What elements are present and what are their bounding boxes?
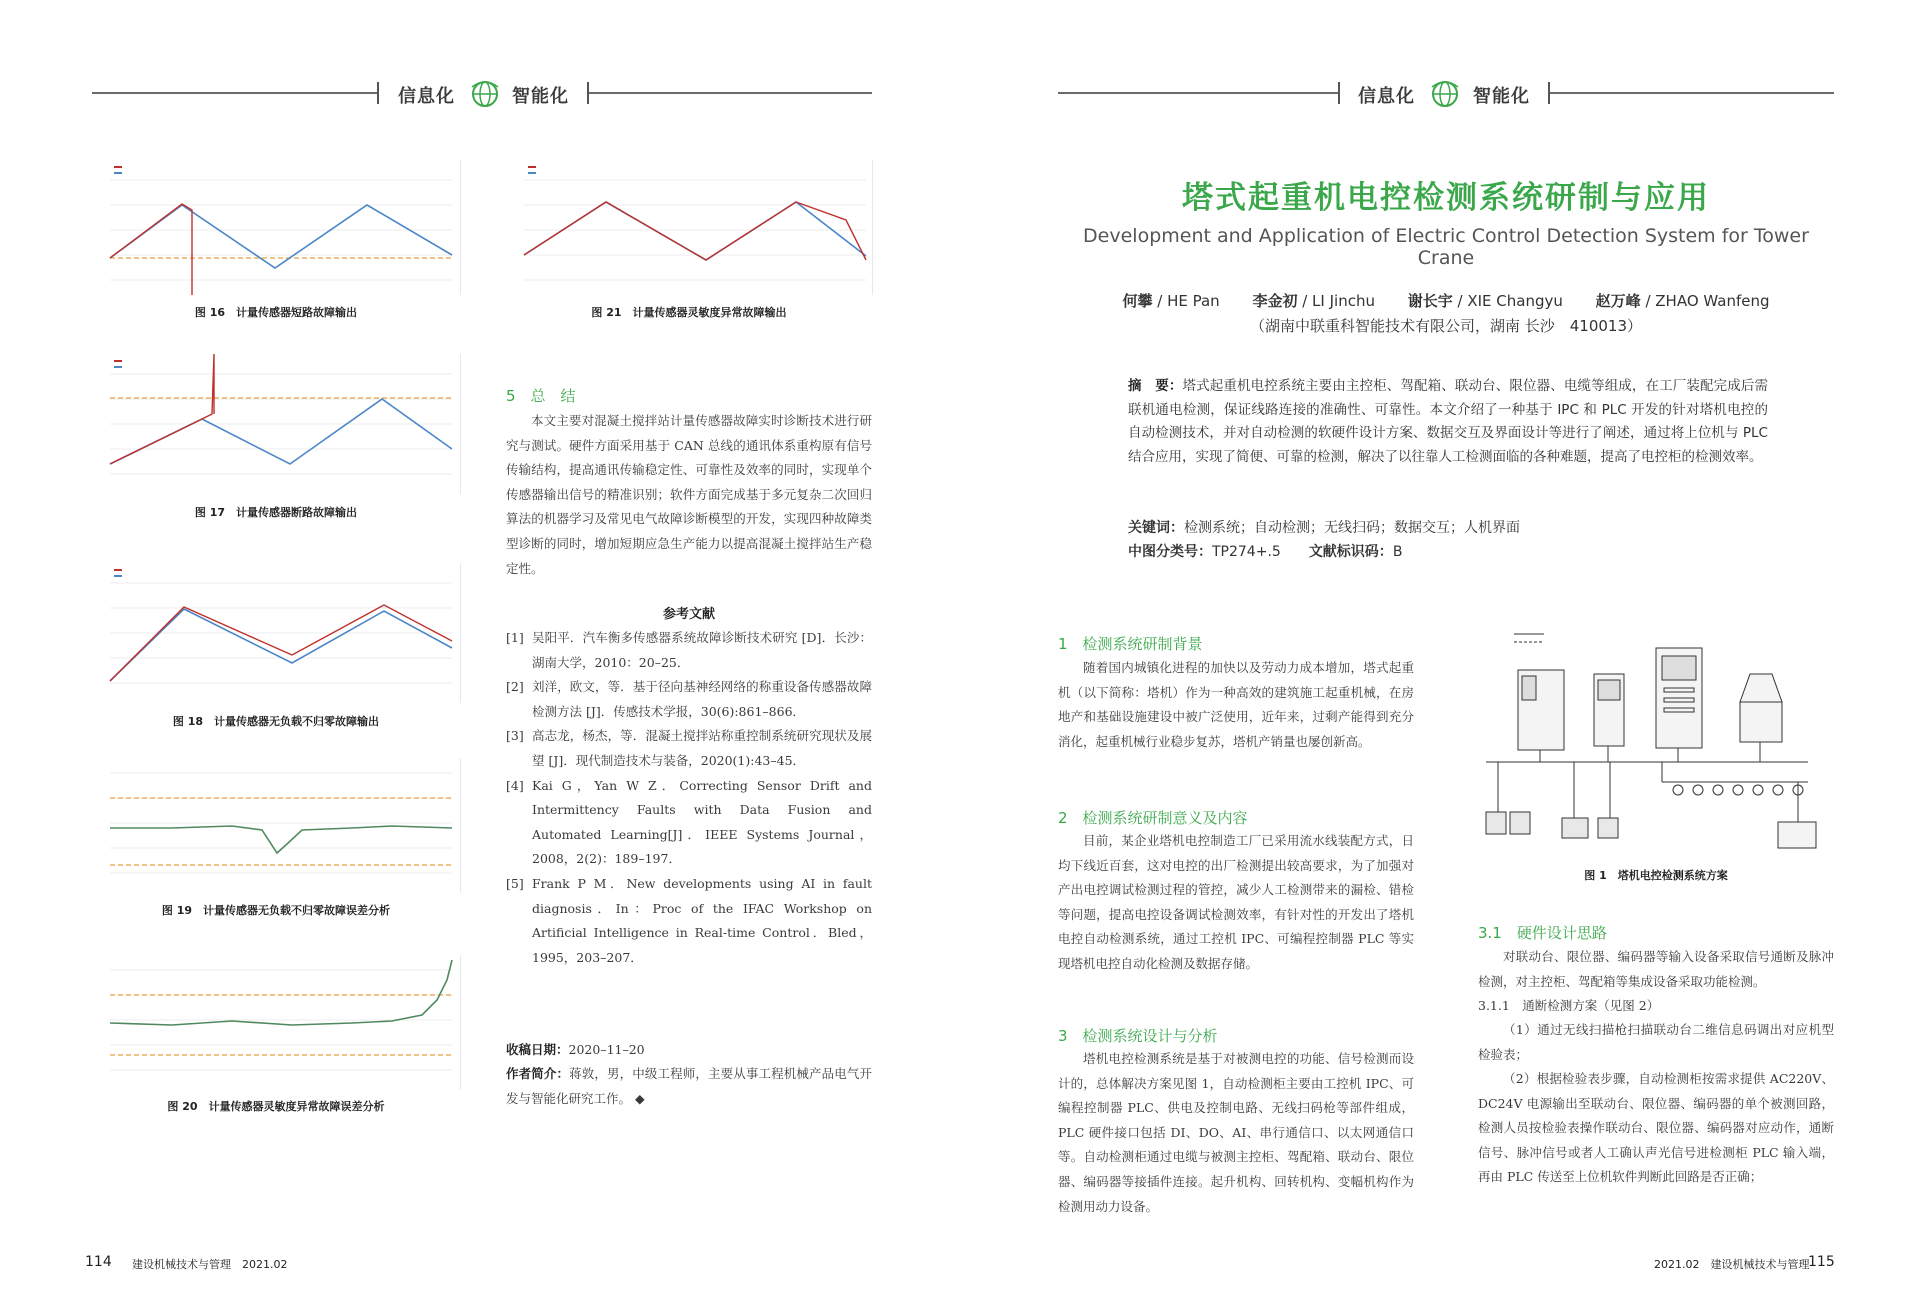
caption-fig16: 图 16 计量传感器短路故障输出: [194, 306, 358, 319]
series-red: [110, 204, 192, 295]
header-rule-right-b: [1550, 92, 1834, 94]
motor: [1486, 812, 1506, 834]
section-2-text: 目前，某企业塔机电控制造工厂已采用流水线装配方式，日均下线近百套，这对电控的出厂检测提出较高要求，为了加强对产出电控调试检测过程的管控，减少人工检测带来的漏检、错检等问题，提高电控设备调试检测效率，有针对性的开发出了塔机电控自动检测系统，通过工控机 IPC、可编程控制器 PLC 等实现塔机电控自动化检测及数据存储。: [1058, 833, 1414, 971]
section-title-3: 3 检测系统设计与分析: [1058, 1027, 1218, 1045]
section-title-3-1: 3.1 硬件设计思路: [1478, 924, 1607, 942]
reference-item: [5] Frank P M．New developments using AI in fault diagnosis．In：Proc of the IFAC Workshop on Artificial Intelligence in Real-time Control．Bled，1995，203–207．: [506, 875, 872, 965]
article-title-en: Development and Application of Electric Control Detection System for Tower Crane: [1083, 225, 1809, 269]
author: 谢长宇 / XIE Changyu: [1407, 292, 1563, 310]
section-title-conclusion: 5 总 结: [506, 387, 576, 405]
reference-item: [4] Kai G，Yan W Z．Correcting Sensor Drift and Intermittency Faults with Data Fusion and Automated Learning[J]．IEEE Systems Journal，2008，2(2)：189–197．: [506, 777, 872, 867]
author: 赵万峰 / ZHAO Wanfeng: [1595, 292, 1770, 310]
page-number-left: 114: [85, 1254, 112, 1270]
motor: [1598, 818, 1618, 838]
caption-fig1: 图 1 塔机电控检测系统方案: [1584, 869, 1728, 882]
page-number-right: 115: [1808, 1254, 1835, 1270]
header-right-word1: 信息化: [1358, 86, 1415, 107]
section-3-1-text: 对联动台、限位器、编码器等输入设备采取信号通断及脉冲检测，对主控柜、驾配箱等集成设备采取功能检测。: [1478, 949, 1834, 989]
author-bio: 作者简介：蒋敦，男，中级工程师，主要从事工程机械产品电气开发与智能化研究工作。 ◆: [506, 1066, 872, 1106]
motor: [1562, 818, 1588, 838]
end-mark-icon: ◆: [635, 1090, 645, 1106]
header-left-word2: 智能化: [512, 86, 569, 107]
chart-fig20: [92, 955, 461, 1090]
series-blue: [110, 609, 452, 681]
console: [1740, 674, 1782, 702]
header-right-word2: 智能化: [1473, 86, 1530, 107]
chart-fig16: [92, 160, 461, 295]
step-1: （1）通过无线扫描枪扫描联动台二维信息码调出对应机型检验表；: [1478, 1022, 1834, 1062]
globe-icon: [470, 79, 500, 109]
chart-fig19: [92, 758, 461, 893]
caption-fig19: 图 19 计量传感器无负载不归零故障误差分析: [161, 904, 391, 917]
article-title-cn: 塔式起重机电控检测系统研制与应用: [1182, 180, 1710, 216]
header-rule-left-a: [92, 92, 377, 94]
chart-fig18: [92, 563, 461, 703]
series-red: [524, 202, 866, 260]
header-rule-right-a: [1058, 92, 1338, 94]
classification: 中图分类号：TP274+.5 文献标识码：B: [1128, 544, 1403, 560]
header-bar: [1338, 82, 1340, 104]
motor: [1510, 812, 1530, 834]
reference-item: [3] 高志龙，杨杰，等．混凝土搅拌站称重控制系统研究现状及展望 [J]．现代制造技术与装备，2020(1):43–45．: [506, 728, 872, 768]
step-2: （2）根据检验表步骤，自动检测柜按需求提供 AC220V、DC24V 电源输出至联动台、限位器、编码器的单个被测回路，检测人员按检验表操作联动台、限位器、编码器对应动作，通断信号、脉冲信号或者人工确认声光信号进检测柜 PLC 输入端，再由 PLC 传送至上位机软件判断此回路是否正确；: [1478, 1071, 1834, 1185]
section-3-1-1-title: 3.1.1 通断检测方案（见图 2）: [1478, 998, 1660, 1013]
globe-icon: [1430, 79, 1460, 109]
abstract: 摘 要：塔式起重机电控系统主要由主控柜、驾配箱、联动台、限位器、电缆等组成，在工厂装配完成后需联机通电检测，保证线路连接的准确性、可靠性。本文介绍了一种基于 IPC 和 PLC 开发的针对塔机电控的自动检测技术，并对自动检测的软硬件设计方案、数据交互及界面设计等进行了阐述，通过将上位机与 PLC 结合应用，实现了简便、可靠的检测，解决了以往靠人工检测面临的各种难题，提高了电控柜的检测效率。: [1128, 378, 1769, 465]
section-title-2: 2 检测系统研制意义及内容: [1058, 809, 1248, 827]
caption-fig20: 图 20 计量传感器灵敏度异常故障误差分析: [167, 1100, 385, 1113]
author-line: [1058, 290, 1834, 311]
received-date: 收稿日期：2020–11–20: [506, 1042, 645, 1057]
caption-fig21: 图 21 计量传感器灵敏度异常故障输出: [591, 306, 787, 319]
reference-item: [2] 刘洋，欧文，等．基于径向基神经网络的称重设备传感器故障检测方法 [J]．传感技术学报，30(6):861–866．: [506, 679, 872, 719]
affiliation: （湖南中联重科智能技术有限公司，湖南 长沙 410013）: [1249, 317, 1643, 335]
section-3-text: 塔机电控检测系统是基于对被测电控的功能、信号检测而设计的，总体解决方案见图 1，自动检测柜主要由工控机 IPC、可编程控制器 PLC、供电及控制电路、无线扫码枪等部件组成，PLC 硬件接口包括 DI、DO、AI、串行通信口、以太网通信口等。自动检测柜通过电缆与被测主控柜、驾配箱、联动台、限位器、编码器等接插件连接。起升机构、回转机构、变幅机构作为检测用动力设备。: [1058, 1051, 1414, 1214]
series-blue: [524, 202, 866, 260]
system-diagram: [1478, 622, 1834, 862]
conclusion-text: 本文主要对混凝土搅拌站计量传感器故障实时诊断技术进行研究与测试。硬件方面采用基于 CAN 总线的通讯体系重构原有信号传输结构，提高通讯传输稳定性、可靠性及效率的同时，实现单个传感器输出信号的精准识别；软件方面完成基于多元复杂二次回归算法的机器学习及常见电气故障诊断模型的开发，实现四种故障类型诊断的同时，增加短期应急生产能力以提高混凝土搅拌站生产稳定性。: [506, 413, 872, 576]
plc-box: [1778, 822, 1816, 848]
chart-fig21: [506, 160, 873, 295]
header-bar: [377, 82, 379, 104]
author: 李金初 / LI Jinchu: [1252, 292, 1375, 310]
journal-name-right: 2021.02 建设机械技术与管理: [1654, 1258, 1810, 1271]
series-error: [110, 826, 452, 853]
author: 何攀 / HE Pan: [1122, 292, 1220, 310]
series-red: [110, 354, 214, 464]
series-red: [110, 605, 452, 681]
header-left-word1: 信息化: [398, 86, 455, 107]
journal-name-left: 建设机械技术与管理 2021.02: [132, 1258, 288, 1271]
caption-fig17: 图 17 计量传感器断路故障输出: [194, 506, 358, 519]
header-rule-left-b: [589, 92, 872, 94]
chart-fig17: [92, 354, 461, 494]
reference-list: [506, 626, 872, 970]
references-title: 参考文献: [662, 607, 715, 622]
caption-fig18: 图 18 计量传感器无负载不归零故障输出: [172, 715, 380, 728]
section-1-text: 随着国内城镇化进程的加快以及劳动力成本增加，塔式起重机（以下简称：塔机）作为一种高效的建筑施工起重机械，在房地产和基础设施建设中被广泛使用，近年来，过剩产能得到充分消化，起重机械行业稳步复苏，塔机产销量也屡创新高。: [1058, 660, 1414, 749]
keywords: 关键词：检测系统；自动检测；无线扫码；数据交互；人机界面: [1128, 520, 1520, 536]
series-blue: [110, 399, 452, 464]
section-title-1: 1 检测系统研制背景: [1058, 635, 1203, 653]
reference-item: [1] 吴阳平．汽车衡多传感器系统故障诊断技术研究 [D]．长沙：湖南大学，2010：20–25．: [506, 630, 872, 670]
